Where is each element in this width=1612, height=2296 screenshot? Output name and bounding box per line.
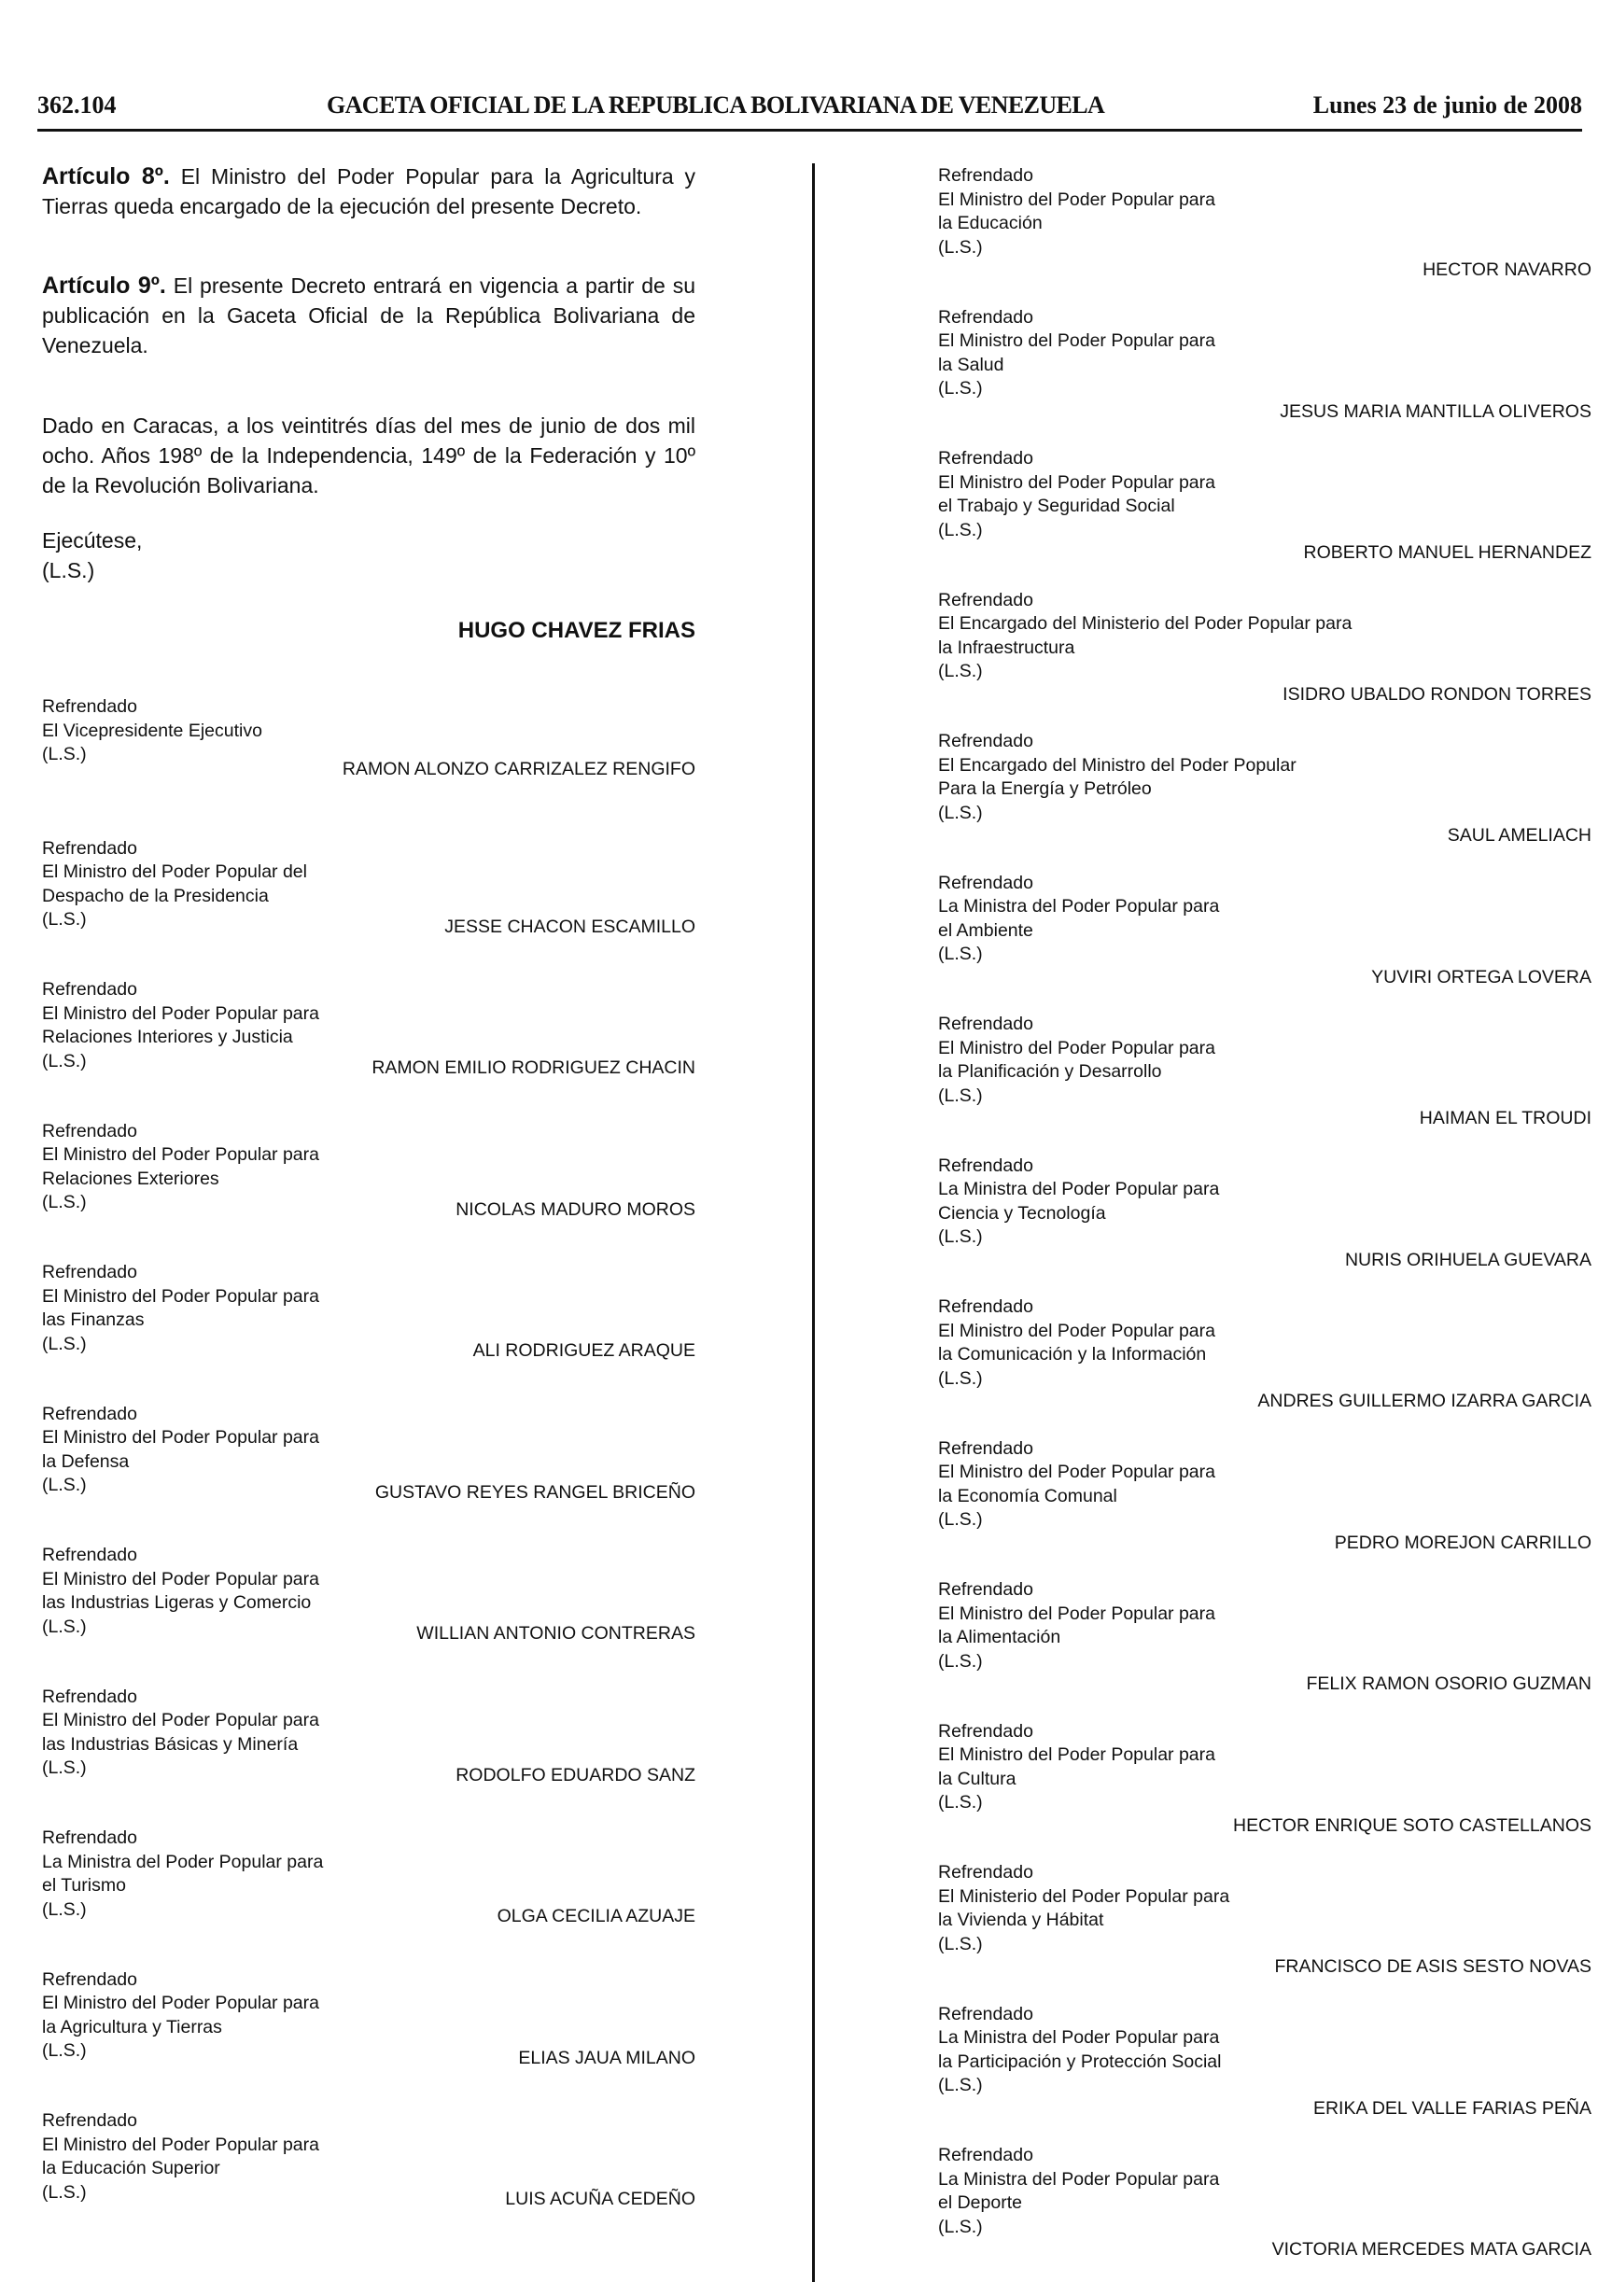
refrendo-line: El Ministro del Poder Popular para: [42, 2134, 319, 2155]
header-rule: [37, 129, 1582, 132]
refrendo-line: La Ministra del Poder Popular para: [938, 2168, 1220, 2190]
refrendo-line: Refrendado: [42, 1120, 137, 1141]
refrendo-line: La Ministra del Poder Popular para: [938, 1179, 1220, 1199]
refrendo-block: [42, 1827, 695, 1957]
minister-name: ANDRES GUILLERMO IZARRA GARCIA: [1257, 1391, 1591, 1411]
refrendo-line: el Turismo: [42, 1875, 126, 1896]
refrendo-block: [42, 1968, 695, 2099]
article-text: El presente Decreto entrará en vigencia a partir de su publicación en la Gaceta Oficial de la República Bolivariana de Venezuela.: [42, 273, 695, 357]
article-label: Artículo 8º.: [42, 163, 170, 189]
refrendo-line: (L.S.): [938, 1792, 983, 1813]
refrendo-line: Refrendado: [938, 2003, 1033, 2024]
refrendo-block: [938, 730, 1591, 861]
refrendo-line: Relaciones Interiores y Justicia: [42, 1027, 293, 1047]
refrendo-block: [938, 1578, 1591, 1709]
refrendo-line: El Ministro del Poder Popular para: [938, 1320, 1215, 1341]
refrendo-line: la Salud: [938, 354, 1004, 375]
refrendo-block: [938, 306, 1591, 437]
refrendo-line: las Finanzas: [42, 1309, 145, 1330]
refrendo-line: El Encargado del Ministerio del Poder Popular para: [938, 613, 1353, 634]
ls-seal: (L.S.): [42, 558, 95, 582]
refrendo-text: [938, 1437, 1215, 1533]
refrendo-line: la Participación y Protección Social: [938, 2051, 1222, 2072]
refrendo-block: [42, 1403, 695, 1533]
minister-name: ALI RODRIGUEZ ARAQUE: [472, 1340, 695, 1361]
refrendo-text: [938, 1013, 1215, 1108]
refrendo-line: Refrendado: [938, 872, 1033, 893]
refrendo-line: Relaciones Exteriores: [42, 1168, 219, 1189]
minister-name: ISIDRO UBALDO RONDON TORRES: [1283, 683, 1591, 705]
refrendo-line: Refrendado: [42, 1827, 137, 1848]
refrendo-line: El Ministro del Poder Popular del: [42, 861, 307, 882]
refrendo-line: Despacho de la Presidencia: [42, 885, 269, 906]
refrendo-line: El Ministro del Poder Popular para: [938, 189, 1215, 210]
gazette-title: GACETA OFICIAL DE LA REPUBLICA BOLIVARIANA DE VENEZUELA: [327, 91, 1105, 119]
refrendo-text: [938, 589, 1352, 684]
refrendo-line: La Ministra del Poder Popular para: [938, 896, 1220, 917]
refrendo-line: El Ministro del Poder Popular para: [938, 471, 1215, 493]
refrendo-text: [42, 1827, 323, 1922]
refrendo-text: [42, 695, 262, 767]
minister-name: NURIS ORIHUELA GUEVARA: [1344, 1249, 1591, 1270]
refrendo-block: [42, 978, 695, 1109]
refrendo-block: [42, 1261, 695, 1392]
minister-name: ELIAS JAUA MILANO: [518, 2047, 695, 2068]
refrendo-text: [938, 2144, 1219, 2239]
refrendo-text: [938, 306, 1215, 401]
refrendo-line: (L.S.): [42, 1898, 87, 1920]
page-header: [37, 91, 1582, 129]
minister-name: YUVIRI ORTEGA LOVERA: [1371, 966, 1591, 987]
refrendo-text: [42, 978, 319, 1073]
refrendo-line: (L.S.): [938, 1509, 983, 1530]
refrendo-block: [42, 837, 695, 968]
minister-name: NICOLAS MADURO MOROS: [456, 1198, 695, 1220]
article-8: [42, 161, 695, 221]
refrendo-line: El Vicepresidente Ejecutivo: [42, 720, 262, 741]
column-divider: [812, 163, 815, 2282]
refrendo-line: (L.S.): [938, 378, 983, 399]
refrendo-line: Refrendado: [938, 1437, 1033, 1459]
refrendo-line: Para la Energía y Petróleo: [938, 778, 1152, 799]
minister-name: JESUS MARIA MANTILLA OLIVEROS: [1280, 400, 1591, 422]
refrendo-line: el Trabajo y Seguridad Social: [938, 496, 1175, 516]
refrendo-line: la Comunicación y la Información: [938, 1344, 1207, 1365]
refrendo-line: La Ministra del Poder Popular para: [42, 1851, 324, 1872]
refrendo-block: [938, 1155, 1591, 1285]
refrendo-text: [42, 837, 307, 932]
refrendo-line: (L.S.): [42, 2040, 87, 2061]
refrendo-block: [938, 1295, 1591, 1426]
refrendo-line: Refrendado: [42, 837, 137, 859]
minister-name: FRANCISCO DE ASIS SESTO NOVAS: [1274, 1956, 1591, 1977]
refrendo-text: [938, 1155, 1219, 1250]
refrendo-block: [938, 2144, 1591, 2275]
refrendo-line: (L.S.): [42, 1475, 87, 1495]
refrendo-block: [938, 164, 1591, 295]
minister-name: SAUL AMELIACH: [1447, 825, 1591, 846]
refrendo-block: [938, 447, 1591, 578]
minister-name: GUSTAVO REYES RANGEL BRICEÑO: [374, 1481, 695, 1503]
refrendo-line: las Industrias Ligeras y Comercio: [42, 1592, 312, 1613]
minister-name: RAMON EMILIO RODRIGUEZ CHACIN: [371, 1057, 695, 1078]
minister-name: LUIS ACUÑA CEDEÑO: [505, 2189, 695, 2209]
refrendo-line: (L.S.): [938, 944, 983, 964]
refrendo-line: El Ministro del Poder Popular para: [42, 1993, 319, 2013]
refrendo-text: [42, 1544, 319, 1639]
refrendo-line: la Economía Comunal: [938, 1485, 1117, 1506]
article-text: El Ministro del Poder Popular para la Agricultura y Tierras queda encargado de la ejecución del presente Decreto.: [42, 164, 696, 218]
minister-name: PEDRO MOREJON CARRILLO: [1334, 1532, 1591, 1553]
refrendo-line: las Industrias Básicas y Minería: [42, 1733, 299, 1755]
refrendo-text: [938, 1861, 1229, 1956]
refrendo-block: [938, 589, 1591, 720]
minister-name: ROBERTO MANUEL HERNANDEZ: [1303, 542, 1591, 563]
refrendo-block: [42, 2109, 695, 2240]
refrendo-line: Refrendado: [42, 1262, 137, 1282]
minister-name: HAIMAN EL TROUDI: [1419, 1108, 1591, 1128]
refrendo-line: (L.S.): [42, 744, 87, 764]
article-label: Artículo 9º.: [42, 273, 166, 299]
article-9: [42, 271, 695, 360]
refrendo-line: (L.S.): [938, 2075, 983, 2095]
refrendo-block: [42, 1686, 695, 1816]
refrendo-line: la Vivienda y Hábitat: [938, 1910, 1104, 1930]
refrendo-text: [938, 1578, 1215, 1673]
refrendo-line: Refrendado: [938, 1579, 1033, 1600]
refrendo-line: El Ministerio del Poder Popular para: [938, 1885, 1230, 1907]
refrendo-line: El Encargado del Ministro del Poder Popular: [938, 754, 1297, 776]
refrendo-line: El Ministro del Poder Popular para: [42, 1710, 319, 1730]
refrendo-line: El Ministro del Poder Popular para: [42, 1427, 319, 1448]
refrendo-line: la Agricultura y Tierras: [42, 2016, 222, 2037]
refrendo-text: [938, 2003, 1221, 2098]
refrendo-block: [938, 1437, 1591, 1568]
refrendo-text: [938, 447, 1215, 542]
refrendo-line: Refrendado: [938, 2145, 1033, 2165]
refrendo-line: El Ministro del Poder Popular para: [42, 1285, 319, 1307]
refrendo-line: la Cultura: [938, 1768, 1016, 1789]
refrendo-text: [42, 2109, 319, 2205]
refrendo-text: [938, 164, 1215, 259]
refrendo-block: [42, 1120, 695, 1251]
refrendo-text: [42, 1403, 319, 1498]
refrendo-line: (L.S.): [938, 2216, 983, 2237]
refrendo-line: (L.S.): [938, 802, 983, 823]
minister-name: HECTOR NAVARRO: [1423, 259, 1591, 280]
refrendo-line: la Educación: [938, 213, 1043, 233]
refrendo-line: Refrendado: [938, 1014, 1033, 1034]
refrendo-line: (L.S.): [42, 1616, 87, 1637]
refrendo-line: Refrendado: [938, 1296, 1033, 1317]
minister-name: JESSE CHACON ESCAMILLO: [444, 916, 695, 937]
refrendo-text: [42, 1686, 319, 1781]
refrendo-line: Ciencia y Tecnología: [938, 1202, 1106, 1224]
refrendo-line: Refrendado: [42, 696, 137, 717]
refrendo-text: [42, 1968, 319, 2064]
refrendo-line: Refrendado: [938, 731, 1033, 751]
refrendo-line: (L.S.): [938, 1226, 983, 1247]
refrendo-line: (L.S.): [42, 2181, 87, 2203]
issue-date: Lunes 23 de junio de 2008: [1312, 91, 1582, 119]
refrendo-line: El Ministro del Poder Popular para: [42, 1002, 319, 1024]
refrendo-line: (L.S.): [42, 1333, 87, 1354]
refrendo-block: [938, 1013, 1591, 1143]
refrendo-line: Refrendado: [938, 1862, 1033, 1883]
refrendo-text: [938, 1295, 1215, 1391]
refrendo-block: [938, 1720, 1591, 1851]
refrendo-line: Refrendado: [938, 165, 1033, 186]
refrendo-line: la Infraestructura: [938, 637, 1075, 658]
refrendo-line: (L.S.): [42, 1192, 87, 1212]
minister-name: ERIKA DEL VALLE FARIAS PEÑA: [1312, 2097, 1591, 2119]
refrendo-line: El Ministro del Poder Popular para: [42, 1144, 319, 1165]
refrendo-line: Refrendado: [42, 1545, 137, 1565]
ejecutese-label: Ejecútese,: [42, 528, 143, 553]
refrendo-line: Refrendado: [938, 448, 1033, 469]
refrendo-line: (L.S.): [938, 1933, 983, 1954]
refrendo-text: [42, 1120, 319, 1215]
refrendo-line: Refrendado: [42, 979, 137, 1000]
refrendo-line: Refrendado: [938, 589, 1033, 610]
refrendo-line: Refrendado: [42, 1686, 137, 1707]
minister-name: HECTOR ENRIQUE SOTO CASTELLANOS: [1233, 1814, 1591, 1836]
refrendo-line: el Ambiente: [938, 919, 1033, 941]
refrendo-line: El Ministro del Poder Popular para: [938, 1744, 1215, 1765]
minister-name: OLGA CECILIA AZUAJE: [497, 1906, 695, 1926]
refrendo-text: [938, 730, 1297, 825]
refrendo-line: (L.S.): [938, 1085, 983, 1106]
minister-name: VICTORIA MERCEDES MATA GARCIA: [1271, 2239, 1591, 2260]
refrendo-line: El Ministro del Poder Popular para: [938, 330, 1215, 351]
refrendo-line: (L.S.): [938, 1367, 983, 1389]
refrendo-line: (L.S.): [938, 519, 983, 540]
refrendo-line: (L.S.): [938, 236, 983, 258]
refrendo-line: El Ministro del Poder Popular para: [938, 1462, 1215, 1482]
refrendo-line: (L.S.): [938, 661, 983, 681]
refrendo-line: la Defensa: [42, 1450, 130, 1472]
refrendo-line: la Alimentación: [938, 1627, 1061, 1647]
refrendo-line: (L.S.): [42, 1050, 87, 1071]
refrendo-block: [42, 695, 695, 826]
refrendo-line: Refrendado: [938, 1155, 1033, 1176]
refrendo-text: [938, 872, 1219, 967]
refrendo-line: la Planificación y Desarrollo: [938, 1061, 1162, 1082]
refrendo-text: [42, 1261, 319, 1356]
refrendo-line: Refrendado: [42, 1968, 137, 1990]
refrendo-line: Refrendado: [938, 306, 1033, 328]
refrendo-line: La Ministra del Poder Popular para: [938, 2027, 1220, 2048]
minister-name: RAMON ALONZO CARRIZALEZ RENGIFO: [342, 759, 695, 779]
refrendo-line: El Ministro del Poder Popular para: [938, 1037, 1215, 1058]
dado-paragraph: Dado en Caracas, a los veintitrés días del mes de junio de dos mil ocho. Años 198º de la Independencia, 149º de la Federación y 10º de la Revolución Bolivariana.: [42, 413, 695, 497]
refrendo-line: la Educación Superior: [42, 2158, 220, 2178]
refrendo-text: [938, 1720, 1215, 1815]
refrendo-block: [938, 2003, 1591, 2134]
refrendo-line: (L.S.): [938, 1650, 983, 1672]
refrendo-line: El Ministro del Poder Popular para: [938, 1603, 1215, 1624]
minister-name: FELIX RAMON OSORIO GUZMAN: [1306, 1673, 1591, 1694]
refrendo-line: Refrendado: [42, 1403, 137, 1424]
refrendo-block: [938, 1861, 1591, 1992]
refrendo-line: El Ministro del Poder Popular para: [42, 1568, 319, 1589]
refrendo-line: (L.S.): [42, 1757, 87, 1778]
minister-name: RODOLFO EDUARDO SANZ: [456, 1764, 695, 1785]
president-signature: HUGO CHAVEZ FRIAS: [457, 618, 695, 643]
refrendo-line: Refrendado: [42, 2110, 137, 2131]
refrendo-block: [42, 1544, 695, 1674]
minister-name: WILLIAN ANTONIO CONTRERAS: [416, 1623, 695, 1644]
refrendo-line: el Deporte: [938, 2192, 1022, 2213]
refrendo-block: [938, 872, 1591, 1002]
refrendo-line: Refrendado: [938, 1720, 1033, 1742]
page-number: 362.104: [37, 91, 117, 119]
refrendo-line: (L.S.): [42, 909, 87, 930]
